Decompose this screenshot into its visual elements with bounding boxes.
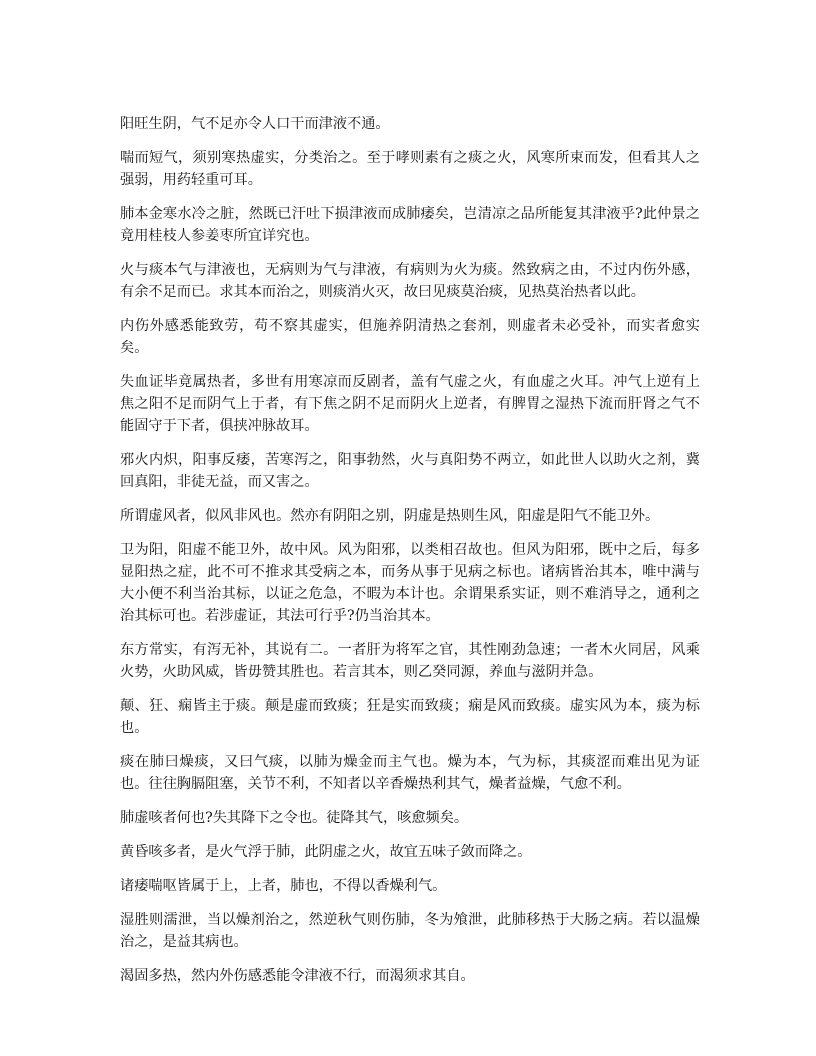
paragraph-14: 黄昏咳多者，是火气浮于肺，此阴虚之火，故宜五味子敛而降之。 (120, 844, 532, 860)
paragraph-4: 火与痰本气与津液也，无病则为气与津液，有病则为火为痰。然致病之由，不过内伤外感，有余不足而已。求其本而治之，则痰消火灭，故曰见痰莫治痰，见热莫治热者以此。 (120, 262, 700, 300)
paragraph-5: 内伤外感悉能致劳，苟不察其虚实，但施养阴清热之套剂，则虚者未必受补，而实者愈实矣。 (120, 318, 700, 356)
paragraph-7: 邪火内炽，阳事反痿，苦寒泻之，阳事勃然，火与真阳势不两立，如此世人以助火之剂，冀回真阳，非徒无益，而又害之。 (120, 452, 700, 490)
paragraph-13: 肺虚咳者何也?失其降下之令也。徒降其气，咳愈频矣。 (120, 810, 469, 826)
document-page (120, 113, 700, 999)
paragraph-6: 失血证毕竟属热者，多世有用寒凉而反剧者，盖有气虚之火，有血虚之火耳。冲气上逆有上焦之阳不足而阴气上于者，有下焦之阴不足而阴火上逆者，有脾胃之湿热下流而肝肾之气不能固守于下者，俱挟冲脉故耳。 (120, 374, 700, 434)
paragraph-10: 东方常实，有泻无补，其说有二。一者肝为将军之官，其性刚劲急速；一者木火同居，风乘火势，火助风威，皆毋赞其胜也。若言其本，则乙癸同源，养血与滋阴并急。 (120, 642, 700, 680)
paragraph-12: 痰在肺曰燥痰，又曰气痰，以肺为燥金而主气也。燥为本，气为标，其痰涩而难出见为证也。往往胸膈阻塞，关节不利，不知者以辛香燥热利其气，燥者益燥，气愈不利。 (120, 754, 700, 792)
paragraph-2: 喘而短气，须别寒热虚实，分类治之。至于哮则素有之痰之火，风寒所束而发，但看其人之强弱，用药轻重可耳。 (120, 150, 700, 188)
paragraph-9: 卫为阳，阳虚不能卫外，故中风。风为阳邪，以类相召故也。但风为阳邪，既中之后，每多显阳热之症，此不可不推求其受病之本，而务从事于见病之标也。诸病皆治其本，唯中满与大小便不利当治其标，以证之危急，不暇为本计也。余谓果系实证，则不难消导之，通利之治其标可也。若涉虚证，其法可行乎?仍当治其本。 (120, 542, 700, 624)
paragraph-15: 诸痿喘呕皆属于上，上者，肺也，不得以香燥利气。 (120, 878, 447, 894)
paragraph-3: 肺本金寒水冷之脏，然既已汗吐下损津液而成肺痿矣，岂清凉之品所能复其津液乎?此仲景之竟用桂枝人参姜枣所宜详究也。 (120, 206, 700, 244)
paragraph-16: 湿胜则濡泄，当以燥剂治之，然逆秋气则伤肺，冬为飧泄，此肺移热于大肠之病。若以温燥治之，是益其病也。 (120, 912, 700, 950)
paragraph-8: 所谓虚风者，似风非风也。然亦有阴阳之别，阴虚是热则生风，阳虚是阳气不能卫外。 (120, 508, 660, 524)
paragraph-1: 阳旺生阴，气不足亦令人口干而津液不通。 (120, 116, 390, 132)
paragraph-17: 渴固多热，然内外伤感悉能令津液不行，而渴须求其自。 (120, 968, 475, 984)
paragraph-11: 颠、狂、痫皆主于痰。颠是虚而致痰；狂是实而致痰；痫是风而致痰。虚实风为本，痰为标也。 (120, 698, 700, 736)
